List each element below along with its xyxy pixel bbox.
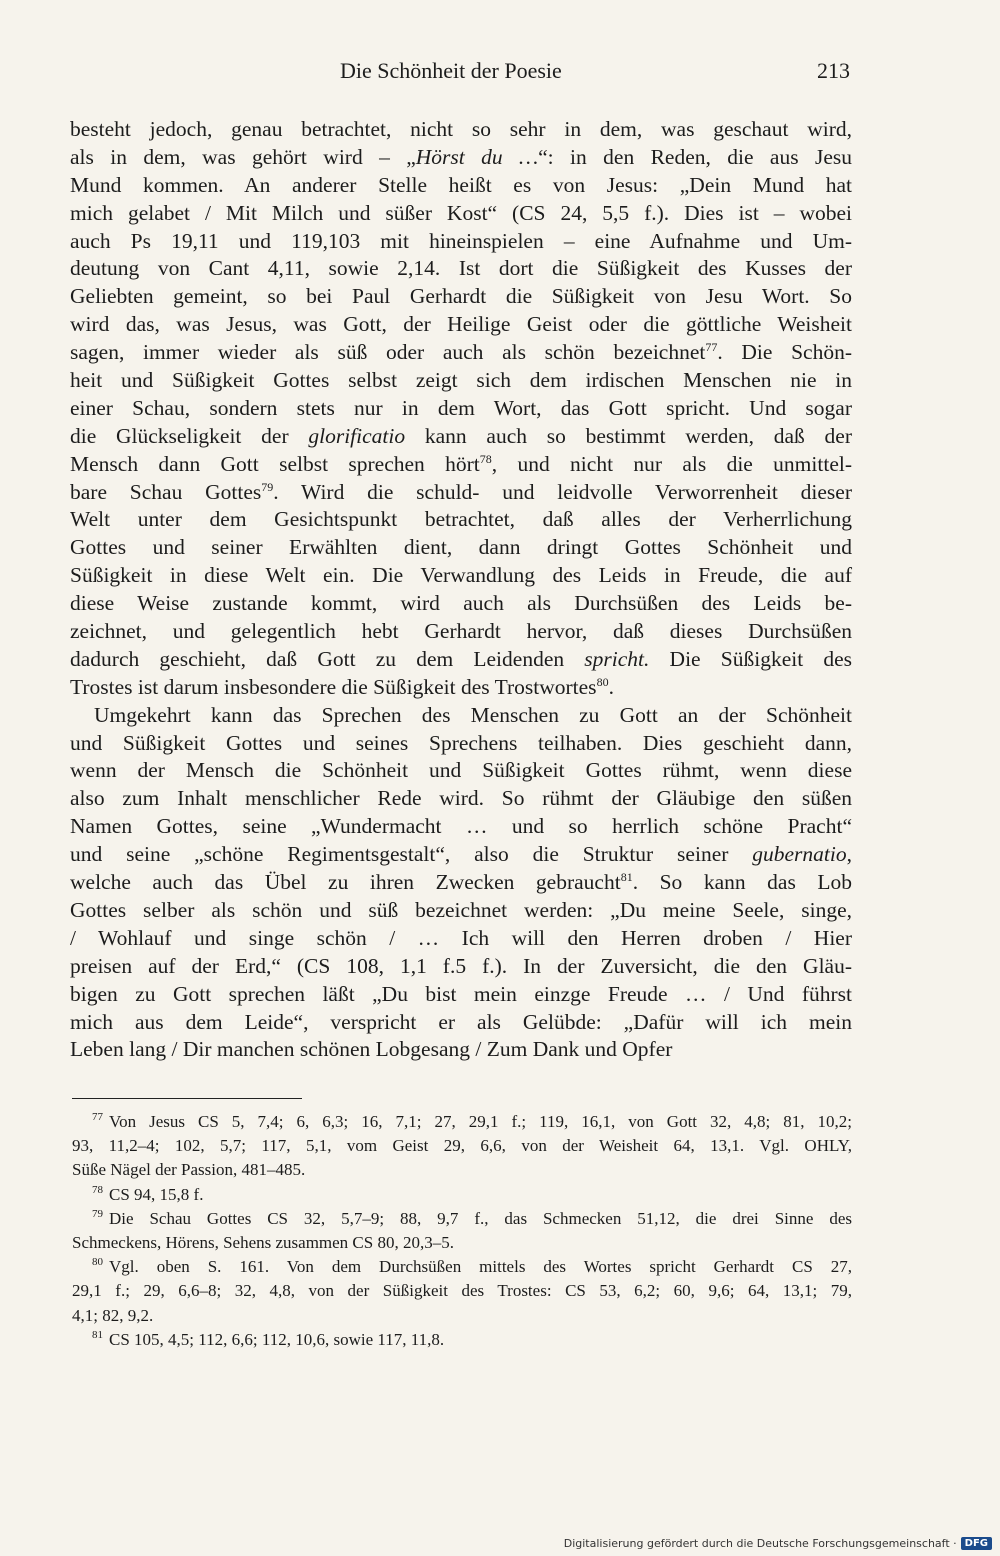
body-line: diese Weise zustande kommt, wird auch als Durchsüßen des Leids be-	[70, 591, 852, 616]
body-line: Leben lang / Dir manchen schönen Lobgesang / Zum Dank und Opfer	[70, 1037, 673, 1062]
body-text	[70, 116, 852, 1064]
body-line: und seine „schöne Regimentsgestalt“, also die Struktur seiner gubernatio,	[70, 842, 852, 867]
body-line: deutung von Cant 4,11, sowie 2,14. Ist dort die Süßigkeit des Kusses der	[70, 256, 852, 281]
body-line: Umgekehrt kann das Sprechen des Menschen zu Gott an der Schönheit	[94, 702, 852, 727]
credit-text: Digitalisierung gefördert durch die Deutsche Forschungsgemeinschaft ·	[563, 1537, 957, 1550]
body-line: Mund kommen. An anderer Stelle heißt es von Jesus: „Dein Mund hat	[70, 172, 852, 197]
body-line: Süßigkeit in diese Welt ein. Die Verwandlung des Leids in Freude, die auf	[70, 563, 852, 588]
footnote-line: $^{81}$ CS 105, 4,5; 112, 6,6; 112, 10,6, sowie 117, 11,8.	[92, 1329, 445, 1349]
body-line: also zum Inhalt menschlicher Rede wird. So rühmt der Gläubige den süßen	[70, 786, 852, 811]
body-line: Geliebten gemeint, so bei Paul Gerhardt die Süßigkeit von Jesu Wort. So	[70, 284, 852, 309]
body-line: mich aus dem Leide“, verspricht er als Gelübde: „Dafür will ich mein	[70, 1009, 852, 1034]
footnote-line: $^{78}$ CS 94, 15,8 f.	[92, 1183, 204, 1204]
footnote-line: $^{77}$ Von Jesus CS 5, 7,4; 6, 6,3; 16, 7,1; 27, 29,1 f.; 119, 16,1, von Gott 32, 4,8; 81, 10,2;	[92, 1111, 852, 1131]
body-line: und Süßigkeit Gottes und seines Sprechens teilhaben. Dies geschieht dann,	[70, 730, 852, 755]
italic-term: spricht.	[584, 646, 650, 671]
body-line: einer Schau, sondern stets nur in dem Wort, das Gott spricht. Und sogar	[70, 395, 852, 420]
body-line: Welt unter dem Gesichtspunkt betrachtet, daß alles der Verherrlichung	[70, 507, 852, 532]
body-line: wird das, was Jesus, was Gott, der Heilige Geist oder die göttliche Weisheit	[70, 312, 852, 337]
footnote-reference: 77	[705, 339, 718, 354]
body-line: als in dem, was gehört wird – „Hörst du …“: in den Reden, die aus Jesu	[70, 144, 852, 169]
body-line: zeichnet, und gelegentlich hebt Gerhardt hervor, daß dieses Durchsüßen	[70, 619, 852, 644]
body-line: Trostes ist darum insbesondere die Süßigkeit des Trostwortes$^{80}$.	[70, 674, 614, 699]
body-line: dadurch geschieht, daß Gott zu dem Leidenden spricht. Die Süßigkeit des	[70, 646, 853, 671]
footnote-divider	[72, 1098, 302, 1099]
body-line: Mensch dann Gott selbst sprechen hört$^{78}$, und nicht nur als die unmittel-	[70, 451, 852, 476]
body-line: bare Schau Gottes$^{79}$. Wird die schuld- und leidvolle Verworrenheit dieser	[70, 479, 853, 504]
body-line: besteht jedoch, genau betrachtet, nicht so sehr in dem, was geschaut wird,	[70, 117, 852, 141]
body-line: preisen auf der Erd,“ (CS 108, 1,1 f.5 f.). In der Zuversicht, die den Gläu-	[70, 953, 852, 978]
body-line: heit und Süßigkeit Gottes selbst zeigt sich dem irdischen Menschen nie in	[70, 368, 852, 393]
digitization-credit	[564, 1537, 992, 1550]
dfg-logo: DFG	[961, 1537, 992, 1550]
running-head	[70, 58, 850, 88]
footnote-line: $^{79}$ Die Schau Gottes CS 32, 5,7–9; 88, 9,7 f., das Schmecken 51,12, die drei Sinne des	[92, 1208, 852, 1228]
body-line: die Glückseligkeit der glorificatio kann auch so bestimmt werden, daß der	[70, 423, 853, 448]
footnote-line: Schmeckens, Hörens, Sehens zusammen CS 80, 20,3–5.	[72, 1232, 454, 1252]
footnote-line: Süße Nägel der Passion, 481–485.	[72, 1160, 306, 1180]
page-number: 213	[817, 58, 850, 83]
footnote-number: 77	[92, 1111, 103, 1124]
footnote-reference: 81	[620, 869, 633, 884]
footnote-line: 4,1; 82, 9,2.	[72, 1305, 154, 1325]
footnote-number: 81	[92, 1329, 103, 1342]
footnote-number: 79	[92, 1208, 103, 1221]
body-line: sagen, immer wieder als süß oder auch als schön bezeichnet$^{77}$. Die Schön-	[70, 339, 853, 365]
footnote-line: 29,1 f.; 29, 6,6–8; 32, 4,8, von der Süßigkeit des Trostes: CS 53, 6,2; 60, 9,6; 64, 13,1; 79,	[72, 1281, 852, 1301]
italic-term: glorificatio	[308, 423, 406, 448]
footnote-reference: 80	[596, 674, 609, 689]
footnote-line: $^{80}$ Vgl. oben S. 161. Von dem Durchsüßen mittels des Wortes spricht Gerhardt CS 27,	[92, 1256, 852, 1277]
italic-term: gubernatio	[752, 842, 847, 867]
footnote-reference: 78	[479, 451, 492, 466]
body-line: mich gelabet / Mit Milch und süßer Kost“ (CS 24, 5,5 f.). Dies ist – wobei	[70, 200, 852, 225]
body-line: Namen Gottes, seine „Wundermacht … und so herrlich schöne Pracht“	[70, 814, 852, 839]
italic-term: Hörst du …	[415, 144, 539, 169]
body-line: bigen zu Gott sprechen läßt „Du bist mein einzge Freude … / Und führst	[70, 981, 852, 1006]
body-line: / Wohlauf und singe schön / … Ich will den Herren droben / Hier	[70, 925, 852, 950]
footnote-reference: 79	[261, 479, 274, 494]
body-line: auch Ps 19,11 und 119,103 mit hineinspielen – eine Aufnahme und Um-	[70, 228, 852, 253]
body-line: Gottes und seiner Erwählten dient, dann dringt Gottes Schönheit und	[70, 535, 852, 560]
body-line: welche auch das Übel zu ihren Zwecken gebraucht$^{81}$. So kann das Lob	[70, 869, 852, 895]
body-line: wenn der Mensch die Schönheit und Süßigkeit Gottes rühmt, wenn diese	[70, 758, 852, 783]
footnote-number: 78	[92, 1183, 103, 1196]
footnote-number: 80	[92, 1256, 103, 1269]
footnotes	[72, 1110, 852, 1352]
footnote-line: 93, 11,2–4; 102, 5,7; 117, 5,1, vom Geist 29, 6,6, von der Weisheit 64, 13,1. Vgl. OHLY,	[72, 1136, 852, 1156]
body-line: Gottes selber als schön und süß bezeichnet werden: „Du meine Seele, singe,	[70, 897, 852, 922]
running-head-title: Die Schönheit der Poesie	[340, 58, 562, 83]
